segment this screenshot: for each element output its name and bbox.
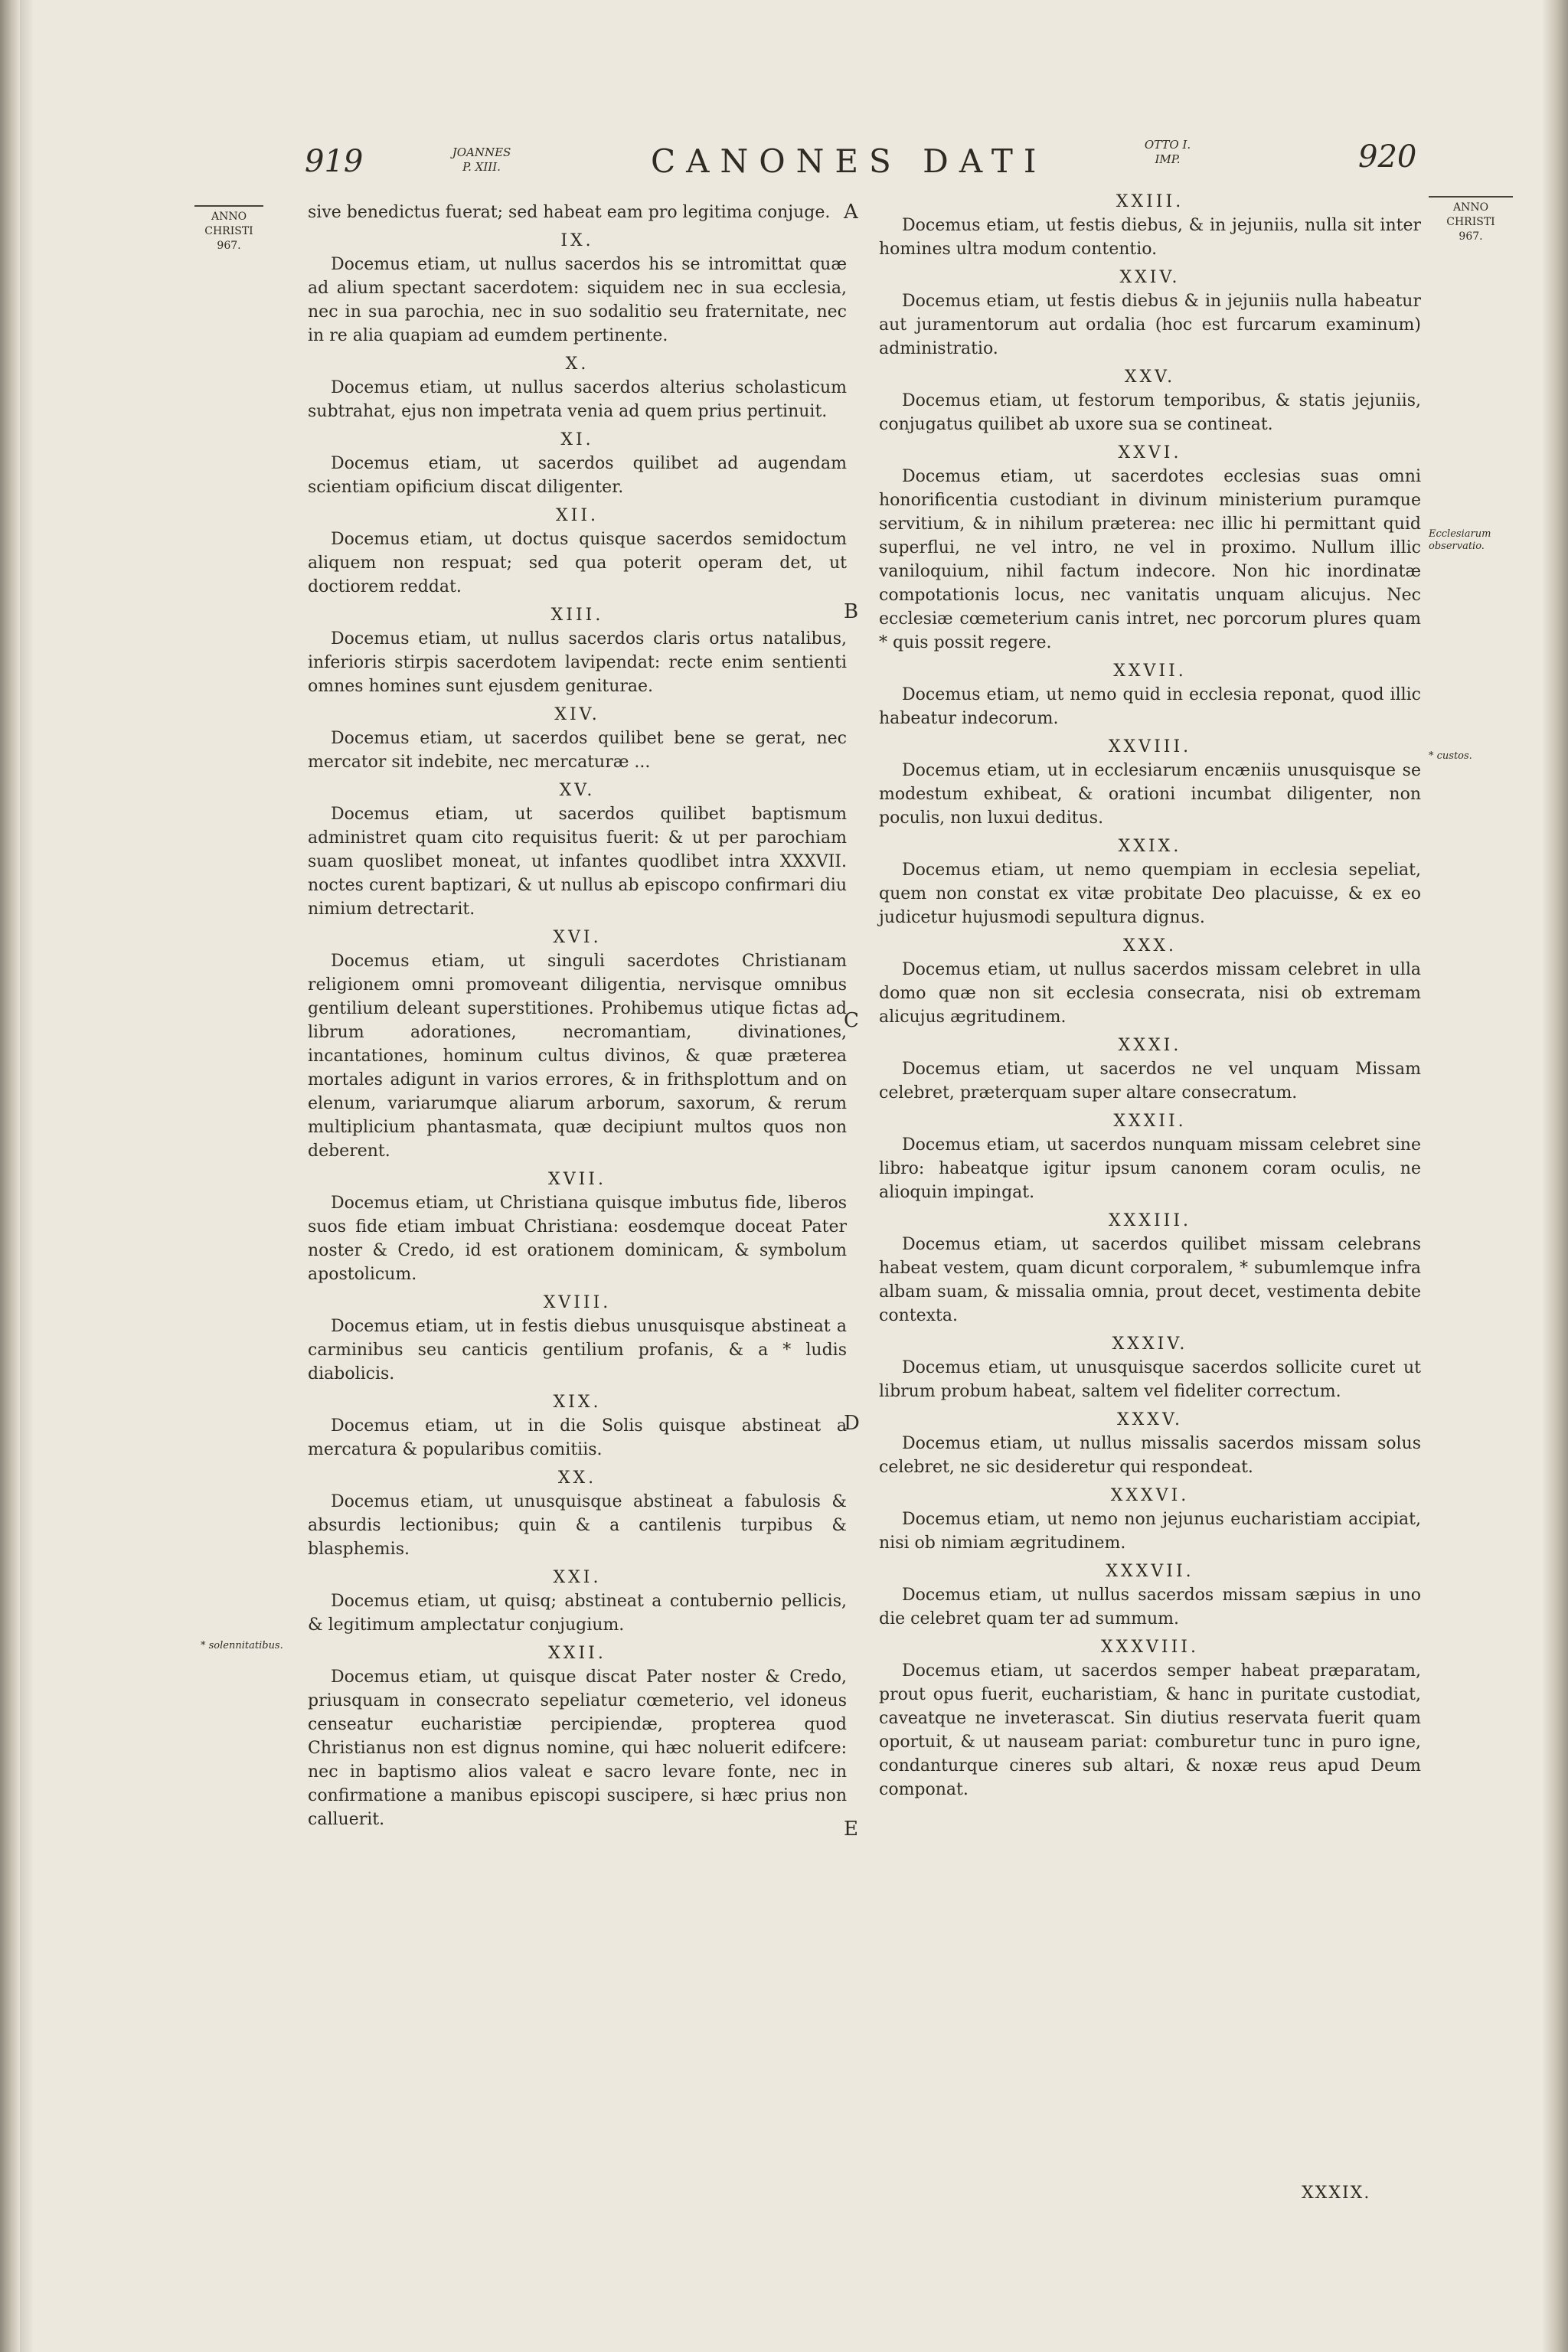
margin-letter-e: E — [844, 1818, 858, 1841]
canon-number: XXI. — [553, 1568, 602, 1587]
canon-text: Docemus etiam, ut nemo non jejunus eucharistiam accipiat, nisi ob nimiam ægritudinem. — [879, 1510, 1421, 1553]
canon — [308, 230, 847, 348]
anno-christi-left: ANNO CHRISTI 967. — [194, 205, 263, 253]
canon-number: XXVII. — [1113, 662, 1187, 681]
canon-text: Docemus etiam, ut unusquisque abstineat a fabulosis & absurdis lectionibus; quin & a cantilenis turpibus & blasphemis. — [308, 1492, 847, 1559]
canon-text: Docemus etiam, ut unusquisque sacerdos sollicite curet ut librum probum habeat, saltem vel fideliter correctum. — [879, 1358, 1421, 1401]
canon — [308, 926, 847, 1163]
canon — [879, 266, 1421, 361]
canon-number: XII. — [555, 506, 599, 525]
canon-number: XXXII. — [1113, 1112, 1187, 1131]
header-emperor: OTTO I. IMP. — [1144, 138, 1191, 166]
canon-text: Docemus etiam, ut doctus quisque sacerdos semidoctum aliquem non respuat; sed qua poterit operam det, ut doctiorem reddat. — [308, 530, 847, 596]
book-binding — [0, 0, 20, 2352]
canon-text: Docemus etiam, ut in die Solis quisque abstineat a mercatura & popularibus comitiis. — [308, 1416, 847, 1459]
canon — [308, 1292, 847, 1386]
side-note-left: * solennitatibus. — [201, 1640, 283, 1651]
canon-number: XXIII. — [1116, 192, 1184, 211]
canon-number: XXX. — [1123, 936, 1177, 956]
canon-text: Docemus etiam, ut quisq; abstineat a contubernio pellicis, & legitimum amplectatur conjugium. — [308, 1592, 847, 1635]
canon-number: XIII. — [550, 606, 604, 625]
canon-number: XXII. — [548, 1644, 606, 1663]
canon — [879, 1110, 1421, 1204]
canon-text: Docemus etiam, ut sacerdos quilibet bene se gerat, nec mercator sit indebite, nec mercaturæ ... — [308, 729, 847, 772]
canon-text: Docemus etiam, ut quisque discat Pater noster & Credo, priusquam in consecrato sepeliatur cœmeterio, vel idoneus censeatur eucharistiæ percipiendæ, propterea quod Christianus non est dignus nomine, qui hæc noluerit edifcere: nec in baptismo alios valeat e sacro levare fonte, nec in confirmatione a manibus episcopi suscipere, si hæc prius non calluerit. — [308, 1668, 847, 1829]
canon-number: XXXIII. — [1108, 1211, 1192, 1230]
canon — [308, 779, 847, 921]
left-column — [308, 201, 847, 1831]
canon — [308, 1391, 847, 1462]
canon-number: XX. — [557, 1468, 597, 1488]
anno-christi-right: ANNO CHRISTI 967. — [1429, 196, 1513, 244]
margin-letter-d: D — [844, 1412, 860, 1435]
canon — [879, 1034, 1421, 1105]
margin-letter-c: C — [844, 1009, 859, 1032]
canon — [879, 1210, 1421, 1328]
catchword: XXXIX. — [1302, 2184, 1371, 2203]
canon-text: Docemus etiam, ut sacerdos nunquam missam celebret sine libro: habeatque igitur ipsum canonem coram oculis, ne alioquin impingat. — [879, 1135, 1421, 1202]
canon-text: Docemus etiam, ut sacerdotes ecclesias suas omni honorificentia custodiant in divinum ministerium puramque servitium, & in nihilum præterea: nec illic hi permittant quid superflui, ne vel intro, ne vel in proximo. Nullum illic vaniloquium, nihil factum indecore. Non hic inordinatæ compotationis locus, nec vanitatis unquam alicujus. Nec ecclesiæ cœmeterium canis intret, nec porcorum plures quam * quis possit regere. — [879, 467, 1421, 652]
canon-number: X. — [565, 354, 590, 374]
canon — [879, 1333, 1421, 1403]
canon-number: XI. — [560, 430, 594, 449]
canon — [308, 704, 847, 774]
canon-text: Docemus etiam, ut in ecclesiarum encæniis unusquisque se modestum exhibeat, & orationi incumbat diligenter, non poculis, non luxui deditus. — [879, 761, 1421, 828]
canon-number: XXXV. — [1116, 1410, 1184, 1429]
canon-text: Docemus etiam, ut nullus sacerdos his se intromittat quæ ad alium spectant sacerdotem: siquidem nec in sua ecclesia, nec in sua parochia, nec in suo sodalitio seu fraternitate, nec in re alia quapiam ad eumdem pertinente. — [308, 255, 847, 345]
margin-letter-b: B — [844, 600, 859, 623]
canon-text: Docemus etiam, ut nullus sacerdos alterius scholasticum subtrahat, ejus non impetrata venia ad quem prius pertinuit. — [308, 378, 847, 421]
canon — [879, 1636, 1421, 1802]
canon — [879, 935, 1421, 1029]
canon — [879, 736, 1421, 830]
canon — [879, 835, 1421, 929]
opening-text: sive benedictus fuerat; sed habeat eam pro legitima conjuge. — [308, 203, 831, 222]
canon-text: Docemus etiam, ut sacerdos ne vel unquam Missam celebret, præterquam super altare consecratum. — [879, 1060, 1421, 1102]
canon-number: XXXVI. — [1110, 1486, 1190, 1505]
canon-number: XIV. — [554, 705, 600, 724]
side-note-custos: * custos. — [1429, 750, 1472, 762]
canon — [308, 1642, 847, 1831]
canon — [879, 366, 1421, 436]
canon-number: XV. — [559, 781, 596, 800]
canon — [308, 1467, 847, 1561]
canon-number: XXXVIII. — [1101, 1638, 1199, 1657]
canon-text: Docemus etiam, ut in festis diebus unusquisque abstineat a carminibus seu canticis gentilium profanis, & a * ludis diabolicis. — [308, 1317, 847, 1383]
canon-text: Docemus etiam, ut nullus sacerdos claris ortus natalibus, inferioris stirpis sacerdotem lavipendat: recte enim sentienti omnes homines sunt ejusdem geniturae. — [308, 629, 847, 696]
canon-number: XXXIV. — [1112, 1334, 1188, 1354]
canon — [308, 353, 847, 423]
canon — [879, 442, 1421, 655]
canon-number: XXVI. — [1118, 443, 1182, 462]
canon — [308, 505, 847, 599]
canon-number: XXV. — [1124, 368, 1176, 387]
canon-text: Docemus etiam, ut sacerdos quilibet baptismum administret quam cito requisitus fuerit: & ut per parochiam suam quoslibet moneat, ut infantes quodlibet intra XXXVII. noctes curent baptizari, & ut nullus ab episcopo confirmari diu nimium detrectarit. — [308, 805, 847, 919]
canon — [879, 1560, 1421, 1631]
canon-number: XXXI. — [1118, 1036, 1182, 1055]
canon-text: Docemus etiam, ut singuli sacerdotes Christianam religionem omni promoveant diligentia, nervisque omnibus gentilium deleant superstitiones. Prohibemus utique fictas ad librum adorationes, necromantiam, divinationes, incantationes, hominum cultus divinos, & quæ præterea mortales adigunt in varios errores, & in frithsplottum and on elenum, variarumque aliarum arborum, saxorum, & rerum multiplicium phantasmata, quæ decipiunt multos quos non deberent. — [308, 952, 847, 1161]
canon-number: XXVIII. — [1108, 737, 1192, 756]
right-column — [879, 185, 1421, 1802]
page-title: CANONES DATI — [651, 142, 1047, 180]
canon-text: Docemus etiam, ut Christiana quisque imbutus fide, liberos suos fide etiam imbuat Christiana: eosdemque doceat Pater noster & Credo, id est orationem dominicam, & symbolum apostolicum. — [308, 1194, 847, 1284]
canon-number: XVII. — [548, 1170, 606, 1189]
canon — [879, 1409, 1421, 1479]
gutter-shadow — [20, 0, 34, 2352]
canon — [879, 660, 1421, 730]
canon-text: Docemus etiam, ut nemo quid in ecclesia reponat, quod illic habeatur indecorum. — [879, 685, 1421, 728]
canon-text: Docemus etiam, ut nullus sacerdos missam sæpius in uno die celebret quam ter ad summum. — [879, 1586, 1421, 1628]
canon — [308, 1566, 847, 1637]
header-pope: JOANNES P. XIII. — [452, 145, 511, 174]
canon-number: IX. — [560, 231, 594, 250]
canon-text: Docemus etiam, ut festis diebus & in jejuniis nulla habeatur aut juramentorum aut ordalia (hoc est furcarum examinum) administratio. — [879, 292, 1421, 358]
canon — [879, 1485, 1421, 1555]
canon-number: XXXVII. — [1106, 1562, 1194, 1581]
canon-text: Docemus etiam, ut sacerdos semper habeat præparatam, prout opus fuerit, eucharistiam, & hanc in puritate custodiat, caveatque ne inveterascat. Sin diutius reservata fuerit quam oportuit, & ut nauseam pariat: comburetur tunc in puro igne, condanturque cineres sub altari, & noxæ reus apud Deum componat. — [879, 1661, 1421, 1799]
canon — [879, 191, 1421, 261]
canon — [308, 1168, 847, 1286]
canon-text: Docemus etiam, ut sacerdos quilibet missam celebrans habeat vestem, quam dicunt corporalem, * subumlemque infra albam suam, & missalia omnia, prout decet, vestimenta debite contexta. — [879, 1235, 1421, 1325]
canon-text: Docemus etiam, ut nullus sacerdos missam celebret in ulla domo quæ non sit ecclesia consecrata, nisi ob extremam alicujus ægritudinem. — [879, 960, 1421, 1027]
canon-number: XIX. — [553, 1393, 602, 1412]
canon-number: XXIX. — [1118, 837, 1182, 856]
canon-number: XVI. — [553, 928, 602, 947]
canon-number: XVIII. — [543, 1293, 612, 1312]
canon-text: Docemus etiam, ut festorum temporibus, & statis jejuniis, conjugatus quilibet ab uxore sua se contineat. — [879, 391, 1421, 434]
margin-letter-a: A — [844, 201, 858, 224]
canon-text: Docemus etiam, ut nemo quempiam in ecclesia sepeliat, quem non constat ex vitæ probitate Deo placuisse, & ex eo judicetur hujusmodi sepultura dignus. — [879, 861, 1421, 927]
canon-text: Docemus etiam, ut festis diebus, & in jejuniis, nulla sit inter homines ultra modum contentio. — [879, 216, 1421, 259]
side-note-ecclesiarum: Ecclesiarum observatio. — [1429, 528, 1491, 552]
canon-number: XXIV. — [1119, 268, 1181, 287]
page-edge — [1542, 0, 1568, 2352]
canon-text: Docemus etiam, ut nullus missalis sacerdos missam solus celebret, ne sic desideretur qui respondeat. — [879, 1434, 1421, 1477]
canon — [308, 429, 847, 499]
canon — [308, 604, 847, 698]
canon-text: Docemus etiam, ut sacerdos quilibet ad augendam scientiam opificium discat diligenter. — [308, 454, 847, 497]
page-number-left: 919 — [305, 144, 364, 179]
page-number-right: 920 — [1358, 139, 1417, 175]
